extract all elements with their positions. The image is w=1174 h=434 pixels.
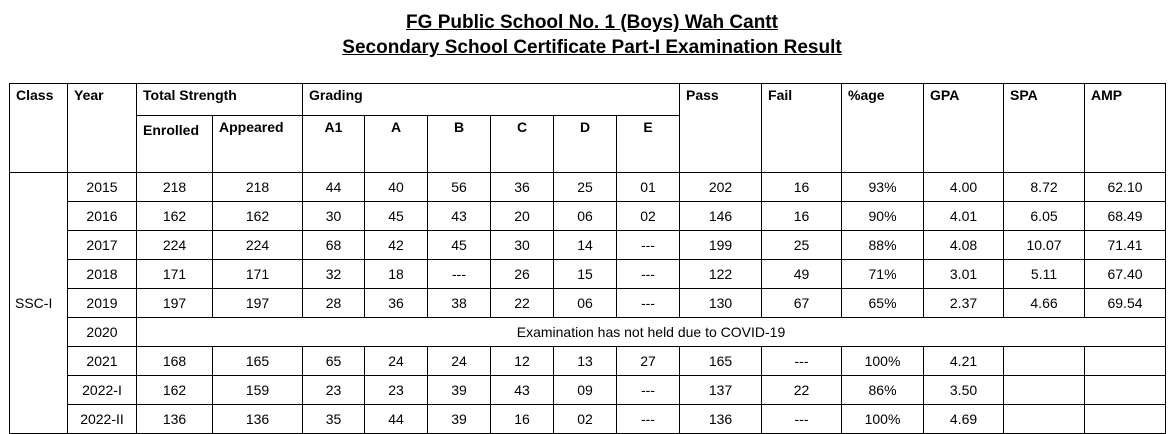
table-cell	[1004, 376, 1085, 405]
table-cell: 20	[491, 202, 554, 231]
table-cell: 40	[365, 173, 428, 202]
table-cell: 39	[428, 376, 491, 405]
pass-header: Pass	[680, 84, 762, 173]
grade-d-header: D	[554, 116, 617, 173]
year-cell: 2016	[68, 202, 137, 231]
table-cell: 4.01	[924, 202, 1004, 231]
table-cell: 93%	[842, 173, 924, 202]
table-cell: 32	[303, 260, 365, 289]
table-cell: 65%	[842, 289, 924, 318]
table-cell: 3.50	[924, 376, 1004, 405]
exam-title: Secondary School Certificate Part-I Examination Result	[342, 37, 842, 58]
table-cell: 28	[303, 289, 365, 318]
grading-header: Grading	[303, 84, 680, 116]
table-cell: 218	[137, 173, 213, 202]
table-cell: 38	[428, 289, 491, 318]
grade-a-header: A	[365, 116, 428, 173]
table-cell	[1085, 376, 1166, 405]
grade-c-header: C	[491, 116, 554, 173]
table-cell: 36	[365, 289, 428, 318]
table-row	[10, 347, 1166, 376]
table-cell: 162	[213, 202, 303, 231]
table-cell: 68.49	[1085, 202, 1166, 231]
table-cell: 56	[428, 173, 491, 202]
class-header: Class	[10, 84, 68, 173]
year-cell: 2021	[68, 347, 137, 376]
table-cell: 224	[137, 231, 213, 260]
table-cell: 5.11	[1004, 260, 1085, 289]
year-cell: 2018	[68, 260, 137, 289]
table-cell: 18	[365, 260, 428, 289]
table-cell: 35	[303, 405, 365, 434]
table-cell: 26	[491, 260, 554, 289]
table-row	[10, 405, 1166, 434]
table-cell: ---	[617, 260, 680, 289]
table-cell: 27	[617, 347, 680, 376]
table-cell: 8.72	[1004, 173, 1085, 202]
table-cell: 23	[303, 376, 365, 405]
table-cell: 4.08	[924, 231, 1004, 260]
table-cell: 45	[428, 231, 491, 260]
table-cell: 43	[428, 202, 491, 231]
table-cell	[1085, 347, 1166, 376]
gpa-header: GPA	[924, 84, 1004, 173]
grade-b-header: B	[428, 116, 491, 173]
table-cell: 162	[137, 376, 213, 405]
year-cell: 2019	[68, 289, 137, 318]
table-cell: 171	[213, 260, 303, 289]
table-cell: 67	[762, 289, 842, 318]
table-cell: 168	[137, 347, 213, 376]
table-cell: 4.21	[924, 347, 1004, 376]
total-strength-header: Total Strength	[137, 84, 303, 116]
year-cell: 2022-II	[68, 405, 137, 434]
fail-header: Fail	[762, 84, 842, 173]
table-cell: 14	[554, 231, 617, 260]
table-cell: 24	[365, 347, 428, 376]
table-cell: ---	[617, 289, 680, 318]
table-cell: 136	[137, 405, 213, 434]
table-cell: 10.07	[1004, 231, 1085, 260]
table-cell: 71%	[842, 260, 924, 289]
table-row	[10, 260, 1166, 289]
header-row-1	[10, 84, 1166, 116]
table-cell: 197	[213, 289, 303, 318]
table-cell: 23	[365, 376, 428, 405]
table-cell: 25	[554, 173, 617, 202]
table-cell: 06	[554, 202, 617, 231]
table-cell: 25	[762, 231, 842, 260]
table-row	[10, 318, 1166, 347]
year-cell: 2022-I	[68, 376, 137, 405]
table-cell: 30	[491, 231, 554, 260]
table-cell: 16	[762, 202, 842, 231]
table-cell: 06	[554, 289, 617, 318]
table-cell: 42	[365, 231, 428, 260]
table-cell: 45	[365, 202, 428, 231]
percentage-header: %age	[842, 84, 924, 173]
table-cell: 49	[762, 260, 842, 289]
table-cell: 159	[213, 376, 303, 405]
table-cell: 44	[303, 173, 365, 202]
table-row	[10, 202, 1166, 231]
table-cell: 39	[428, 405, 491, 434]
table-cell: 69.54	[1085, 289, 1166, 318]
table-cell	[1004, 347, 1085, 376]
table-cell: ---	[617, 376, 680, 405]
table-cell: 162	[137, 202, 213, 231]
table-cell: 16	[491, 405, 554, 434]
table-cell: 36	[491, 173, 554, 202]
table-cell: 02	[554, 405, 617, 434]
year-cell: 2017	[68, 231, 137, 260]
table-cell: 67.40	[1085, 260, 1166, 289]
table-cell: 100%	[842, 405, 924, 434]
table-cell: 24	[428, 347, 491, 376]
table-cell: 2.37	[924, 289, 1004, 318]
table-cell: ---	[762, 347, 842, 376]
table-cell: 15	[554, 260, 617, 289]
table-cell: 62.10	[1085, 173, 1166, 202]
table-cell: 122	[680, 260, 762, 289]
grade-a1-header: A1	[303, 116, 365, 173]
table-cell: 137	[680, 376, 762, 405]
class-cell: SSC-I	[10, 173, 68, 434]
table-cell: 202	[680, 173, 762, 202]
table-cell: 22	[762, 376, 842, 405]
table-cell: ---	[762, 405, 842, 434]
appeared-header: Appeared	[213, 116, 303, 173]
table-cell: 16	[762, 173, 842, 202]
grade-e-header: E	[617, 116, 680, 173]
table-cell: 197	[137, 289, 213, 318]
table-cell: 90%	[842, 202, 924, 231]
table-cell: 224	[213, 231, 303, 260]
table-cell: 6.05	[1004, 202, 1085, 231]
table-cell: 12	[491, 347, 554, 376]
table-row	[10, 376, 1166, 405]
table-cell: 09	[554, 376, 617, 405]
table-cell: 01	[617, 173, 680, 202]
result-table	[9, 83, 1166, 434]
table-cell: 30	[303, 202, 365, 231]
table-cell: 65	[303, 347, 365, 376]
table-cell: 13	[554, 347, 617, 376]
table-cell: 4.69	[924, 405, 1004, 434]
table-cell: 130	[680, 289, 762, 318]
table-cell: ---	[428, 260, 491, 289]
table-cell: 218	[213, 173, 303, 202]
table-cell: 44	[365, 405, 428, 434]
table-cell: 71.41	[1085, 231, 1166, 260]
table-cell: 43	[491, 376, 554, 405]
school-title: FG Public School No. 1 (Boys) Wah Cantt	[406, 12, 778, 33]
table-cell: 171	[137, 260, 213, 289]
table-row	[10, 173, 1166, 202]
spa-header: SPA	[1004, 84, 1085, 173]
table-cell: 68	[303, 231, 365, 260]
table-cell: 86%	[842, 376, 924, 405]
table-cell: ---	[617, 405, 680, 434]
table-cell: 4.66	[1004, 289, 1085, 318]
table-cell: 165	[680, 347, 762, 376]
table-cell: 146	[680, 202, 762, 231]
amp-header: AMP	[1085, 84, 1166, 173]
table-cell: 136	[213, 405, 303, 434]
year-cell: 2020	[68, 318, 137, 347]
year-header: Year	[68, 84, 137, 173]
year-cell: 2015	[68, 173, 137, 202]
page-header	[0, 10, 1174, 60]
table-cell	[1004, 405, 1085, 434]
table-cell: 3.01	[924, 260, 1004, 289]
table-cell: 100%	[842, 347, 924, 376]
table-cell: ---	[617, 231, 680, 260]
note-cell: Examination has not held due to COVID-19	[137, 318, 1166, 347]
table-cell: 136	[680, 405, 762, 434]
table-cell: 4.00	[924, 173, 1004, 202]
table-cell: 22	[491, 289, 554, 318]
table-row	[10, 289, 1166, 318]
table-cell: 199	[680, 231, 762, 260]
enrolled-header: Enrolled	[137, 116, 213, 173]
table-cell: 165	[213, 347, 303, 376]
result-table-body	[10, 84, 1166, 434]
table-cell	[1085, 405, 1166, 434]
table-cell: 88%	[842, 231, 924, 260]
table-row	[10, 231, 1166, 260]
table-cell: 02	[617, 202, 680, 231]
